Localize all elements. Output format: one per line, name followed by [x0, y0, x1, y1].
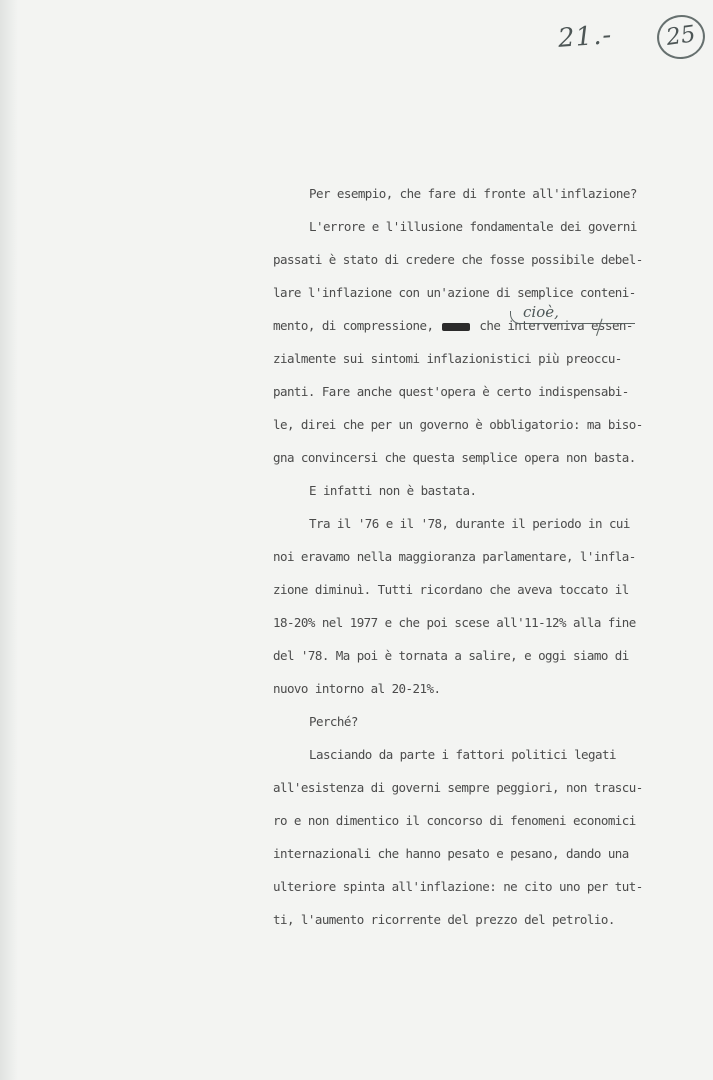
text-line: internazionali che hanno pesato e pesano, dando una: [273, 846, 629, 861]
text-line: Lasciando da parte i fattori politici legati: [309, 747, 616, 762]
text-line: Perché?: [309, 714, 358, 729]
text-line: del '78. Ma poi è tornata a salire, e oggi siamo di: [273, 648, 629, 663]
text-fragment: che interveniva essen-: [479, 318, 633, 333]
text-line: Per esempio, che fare di fronte all'inflazione?: [309, 186, 637, 201]
text-line: le, direi che per un governo è obbligatorio: ma biso-: [273, 417, 643, 432]
text-line: zione diminuì. Tutti ricordano che aveva toccato il: [273, 582, 629, 597]
text-fragment: mento, di compressione,: [273, 318, 434, 333]
text-line: 18-20% nel 1977 e che poi scese all'11-12% alla fine: [273, 615, 636, 630]
text-line: panti. Fare anche quest'opera è certo indispensabi-: [273, 384, 629, 399]
page-edge-shadow: [0, 0, 18, 1080]
text-line: L'errore e l'illusione fondamentale dei governi: [309, 219, 637, 234]
text-line: zialmente sui sintomi inflazionistici più preoccu-: [273, 351, 622, 366]
handwritten-insertion: cioè,: [523, 303, 559, 321]
text-line: gna convincersi che questa semplice opera non basta.: [273, 450, 636, 465]
text-line: E infatti non è bastata.: [309, 483, 477, 498]
text-line: all'esistenza di governi sempre peggiori, non trascu-: [273, 780, 643, 795]
handwritten-page-number: 21.-: [557, 20, 614, 54]
text-line: lare l'inflazione con un'azione di semplice conteni-: [273, 285, 636, 300]
redacted-word: [442, 323, 470, 331]
text-line: Tra il '76 e il '78, durante il periodo in cui: [309, 516, 630, 531]
text-line: nuovo intorno al 20-21%.: [273, 681, 441, 696]
text-line: ro e non dimentico il concorso di fenomeni economici: [273, 813, 636, 828]
circled-page-number: 25: [654, 12, 708, 62]
text-line: ulteriore spinta all'inflazione: ne cito uno per tut-: [273, 879, 643, 894]
text-line: passati è stato di credere che fosse possibile debel-: [273, 252, 643, 267]
text-line: noi eravamo nella maggioranza parlamentare, l'infla-: [273, 549, 636, 564]
text-line: ti, l'aumento ricorrente del prezzo del petrolio.: [273, 912, 615, 927]
